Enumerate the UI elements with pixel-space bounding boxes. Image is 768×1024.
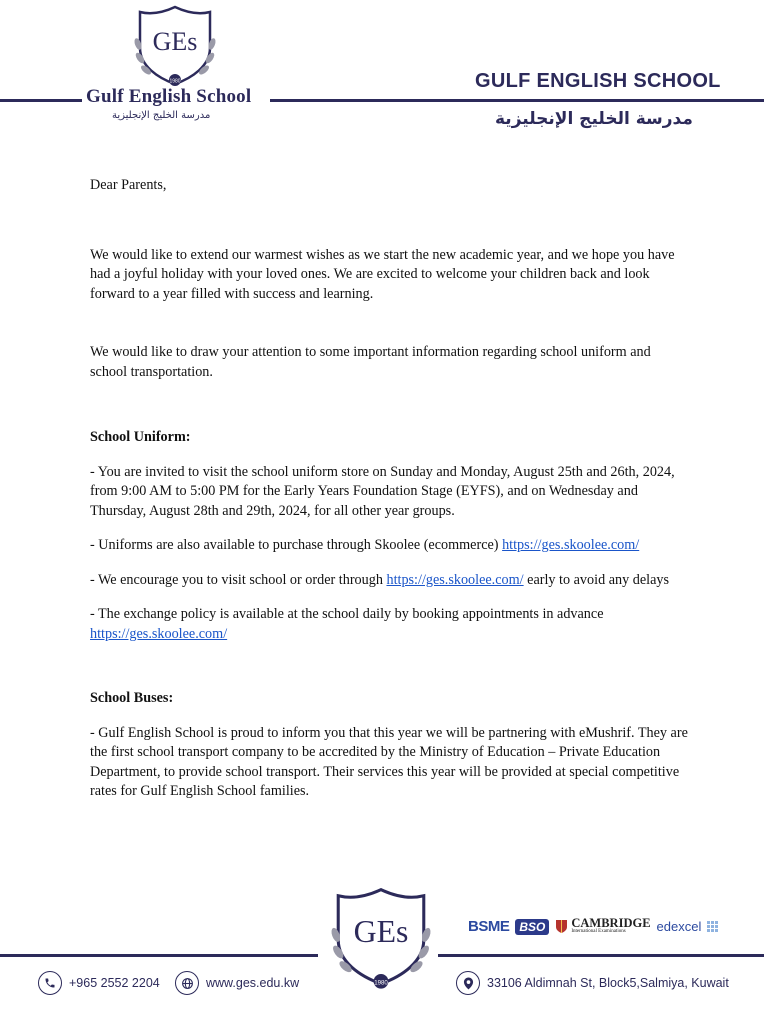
- attention-paragraph: We would like to draw your attention to some important information regarding school uniform and school transportation.: [90, 344, 651, 380]
- cambridge-logo: CAMBRIDGE International Examinations: [555, 918, 650, 935]
- skoolee-link[interactable]: https://ges.skoolee.com/: [502, 537, 640, 553]
- footer-crest-text: GEs: [353, 914, 409, 950]
- buses-heading: School Buses:: [90, 690, 174, 706]
- header-crest-year: 1980: [169, 78, 181, 85]
- footer-crest-logo: [326, 886, 436, 996]
- address-text: 33106 Aldimnah St, Block5,Salmiya, Kuwait: [487, 976, 729, 990]
- skoolee-link[interactable]: https://ges.skoolee.com/: [386, 571, 524, 588]
- uniform-item-2: - Uniforms are also available to purchase through Skoolee (ecommerce) https://ges.skoolee.com/: [90, 537, 640, 553]
- uniform-item-1: - You are invited to visit the school uniform store on Sunday and Monday, August 25th and 26th, 2024, from 9:00 AM to 5:00 PM for the Early Years Foundation Stage (EYFS), and on Wednesday and Thursday, August 28th and 29th, 2024, for all other year groups.: [90, 463, 675, 519]
- right-title-ar: مدرسة الخليج الإنجليزية: [495, 109, 693, 129]
- globe-icon: [175, 971, 199, 995]
- right-title-en: GULF ENGLISH SCHOOL: [475, 70, 721, 92]
- phone-number: +965 2552 2204: [69, 976, 160, 990]
- school-name-en: Gulf English School: [86, 86, 252, 107]
- edexcel-grid-icon: [707, 921, 719, 933]
- skoolee-link[interactable]: https://ges.skoolee.com/: [90, 625, 228, 642]
- cambridge-shield-icon: [555, 919, 568, 934]
- greeting: Dear Parents,: [90, 177, 167, 193]
- website-url: www.ges.edu.kw: [206, 976, 300, 990]
- header-rule-left: [0, 99, 82, 102]
- uniform-heading: School Uniform:: [90, 429, 191, 445]
- accreditation-logos: [468, 918, 719, 935]
- bso-logo: BSO: [515, 919, 549, 935]
- header-crest-logo: [130, 4, 220, 90]
- edexcel-logo: edexcel: [656, 919, 702, 934]
- footer-rule-right: [438, 954, 764, 957]
- letter-body: [90, 176, 690, 802]
- footer-rule-left: [0, 954, 318, 957]
- bsme-logo: BSME: [468, 918, 510, 935]
- footer-website[interactable]: [175, 971, 299, 995]
- header-crest-text: GEs: [152, 27, 198, 56]
- uniform-item-4: - The exchange policy is available at the school daily by booking appointments in advance https://ges.skoolee.com/: [90, 606, 604, 642]
- uniform-item-3: - We encourage you to visit school or order through https://ges.skoolee.com/ early to avoid any delays: [90, 571, 669, 588]
- phone-icon: [38, 971, 62, 995]
- location-pin-icon: [456, 971, 480, 995]
- footer-address: [456, 971, 729, 995]
- school-name-ar-small: مدرسة الخليج الإنجليزية: [112, 110, 211, 121]
- footer-crest-year: 1980: [374, 979, 388, 987]
- intro-paragraph: We would like to extend our warmest wishes as we start the new academic year, and we hope you have had a joyful holiday with your loved ones. We are excited to welcome your children back and look forward to a year filled with success and learning.: [90, 246, 675, 302]
- footer-phone[interactable]: [38, 971, 160, 995]
- buses-item-1: - Gulf English School is proud to inform you that this year we will be partnering with eMushrif. They are the first school transport company to be accredited by the Ministry of Education – Private Education Department, to provide school transport. Their services this year will be provided at special competitive rates for Gulf English School families.: [90, 724, 688, 799]
- header-rule-right: [270, 99, 764, 102]
